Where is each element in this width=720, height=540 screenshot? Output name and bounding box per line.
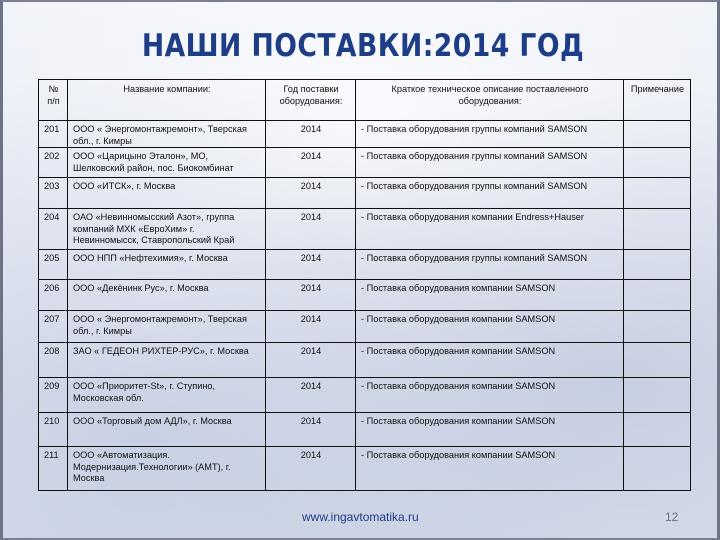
- row-description: - Поставка оборудования компании SAMSON: [356, 343, 624, 378]
- row-description: - Поставка оборудования группы компаний SAMSON: [356, 250, 624, 280]
- row-description: - Поставка оборудования группы компаний SAMSON: [356, 178, 624, 209]
- header-company: Название компании:: [68, 80, 266, 121]
- row-company: ООО «Торговый дом АДЛ», г. Москва: [68, 413, 266, 447]
- row-company: ООО «ИТСК», г. Москва: [68, 178, 266, 209]
- row-company: ООО «Декёнинк Рус», г. Москва: [68, 280, 266, 311]
- table-row: [39, 280, 691, 311]
- table-row: [39, 209, 691, 250]
- row-note: [624, 148, 691, 178]
- row-year: 2014: [266, 250, 356, 280]
- header-year: Год поставки оборудования:: [266, 80, 356, 121]
- header-note: Примечание: [624, 80, 691, 121]
- row-company: ООО НПП «Нефтехимия», г. Москва: [68, 250, 266, 280]
- row-description: - Поставка оборудования группы компаний SAMSON: [356, 148, 624, 178]
- row-year: 2014: [266, 343, 356, 378]
- row-note: [624, 280, 691, 311]
- footer-website-link[interactable]: www.ingavtomatika.ru: [302, 510, 419, 524]
- table-row: [39, 413, 691, 447]
- table-row: [39, 343, 691, 378]
- row-description: - Поставка оборудования компании Endress+Hauser: [356, 209, 624, 250]
- row-no: 211: [39, 447, 68, 491]
- page-number: 12: [665, 510, 679, 524]
- row-note: [624, 311, 691, 343]
- supplies-table: [38, 79, 691, 491]
- header-description: Краткое техническое описание поставленного оборудования:: [356, 80, 624, 121]
- row-year: 2014: [266, 378, 356, 413]
- slide-title: НАШИ ПОСТАВКИ:2014 ГОД: [141, 28, 585, 64]
- row-note: [624, 178, 691, 209]
- row-no: 202: [39, 148, 68, 178]
- row-no: 210: [39, 413, 68, 447]
- table-row: [39, 311, 691, 343]
- row-company: ООО « Энергомонтажремонт», Тверская обл., г. Кимры: [68, 311, 266, 343]
- row-note: [624, 447, 691, 491]
- row-no: 204: [39, 209, 68, 250]
- row-company: ООО «Царицыно Эталон», МО, Шелковский район, пос. Биокомбинат: [68, 148, 266, 178]
- row-no: 207: [39, 311, 68, 343]
- row-note: [624, 413, 691, 447]
- row-note: [624, 250, 691, 280]
- row-year: 2014: [266, 209, 356, 250]
- row-note: [624, 209, 691, 250]
- row-description: - Поставка оборудования группы компаний SAMSON: [356, 121, 624, 148]
- table-header-row: [39, 80, 691, 121]
- row-note: [624, 121, 691, 148]
- row-description: - Поставка оборудования компании SAMSON: [356, 311, 624, 343]
- table-row: [39, 378, 691, 413]
- header-no: № п/п: [39, 80, 68, 121]
- row-year: 2014: [266, 280, 356, 311]
- row-year: 2014: [266, 311, 356, 343]
- row-company: ЗАО « ГЕДЕОН РИХТЕР-РУС», г. Москва: [68, 343, 266, 378]
- row-description: - Поставка оборудования компании SAMSON: [356, 413, 624, 447]
- table-row: [39, 250, 691, 280]
- row-year: 2014: [266, 447, 356, 491]
- row-no: 208: [39, 343, 68, 378]
- row-no: 206: [39, 280, 68, 311]
- row-description: - Поставка оборудования компании SAMSON: [356, 447, 624, 491]
- row-no: 201: [39, 121, 68, 148]
- table-row: [39, 447, 691, 491]
- row-note: [624, 343, 691, 378]
- row-no: 209: [39, 378, 68, 413]
- row-description: - Поставка оборудования компании SAMSON: [356, 378, 624, 413]
- row-year: 2014: [266, 121, 356, 148]
- row-year: 2014: [266, 178, 356, 209]
- table-row: [39, 178, 691, 209]
- table-row: [39, 148, 691, 178]
- table-row: [39, 121, 691, 148]
- row-note: [624, 378, 691, 413]
- row-year: 2014: [266, 148, 356, 178]
- row-year: 2014: [266, 413, 356, 447]
- row-no: 205: [39, 250, 68, 280]
- row-company: ОАО «Невинномысский Азот», группа компаний МХК «ЕвроХим» г. Невинномысск, Ставропольский Край: [68, 209, 266, 250]
- row-company: ООО «Приоритет-St», г. Ступино, Московская обл.: [68, 378, 266, 413]
- row-company: ООО «Автоматизация. Модернизация.Технологии» (АМТ), г. Москва: [68, 447, 266, 491]
- row-description: - Поставка оборудования компании SAMSON: [356, 280, 624, 311]
- row-no: 203: [39, 178, 68, 209]
- row-company: ООО « Энергомонтажремонт», Тверская обл., г. Кимры: [68, 121, 266, 148]
